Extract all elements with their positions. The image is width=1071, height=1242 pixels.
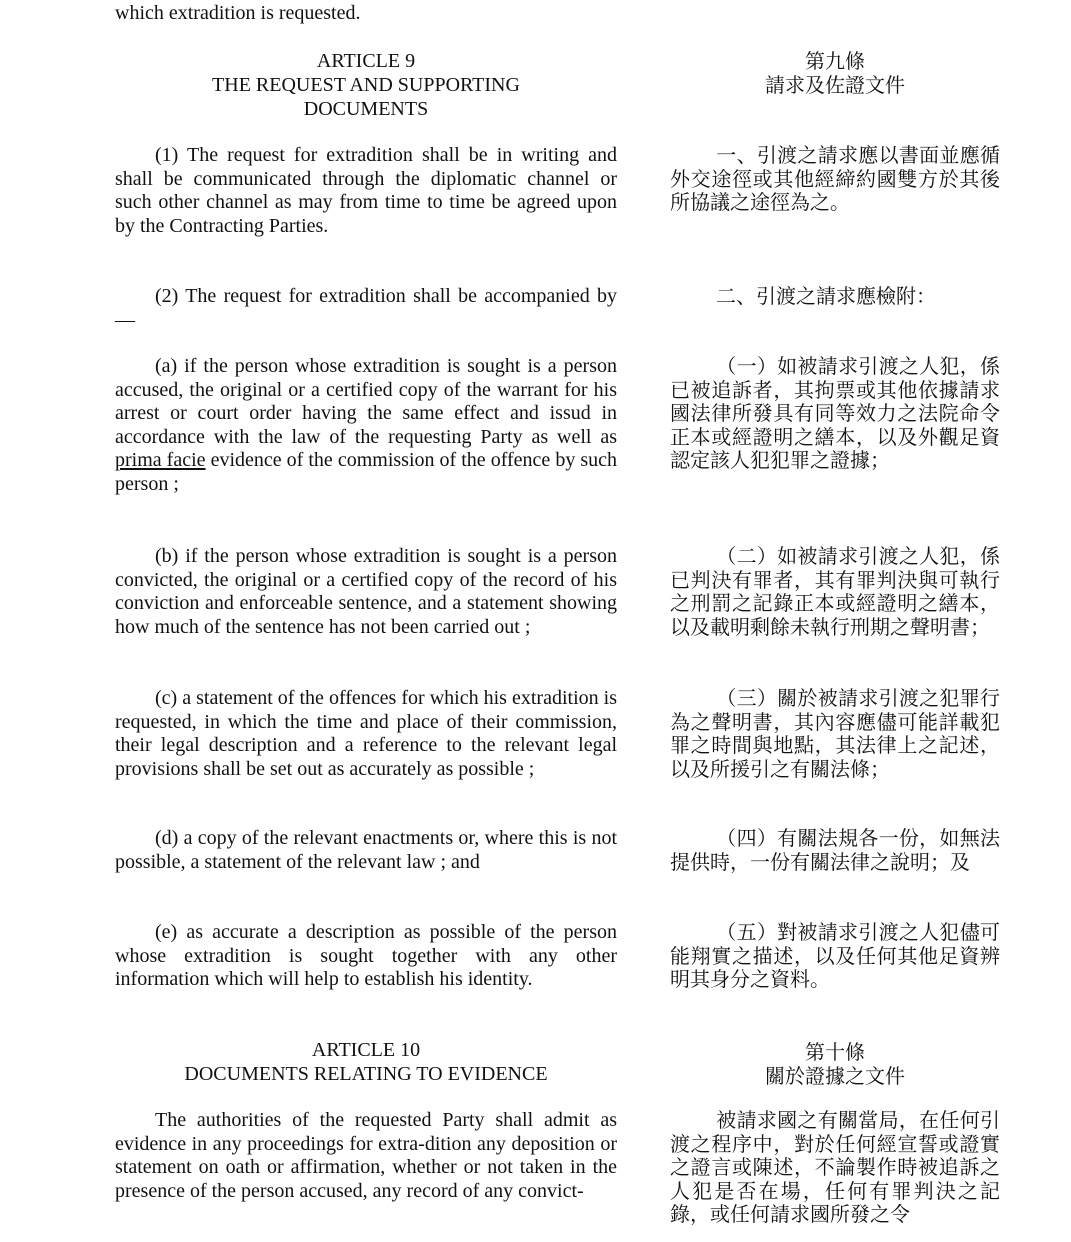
article-title: DOCUMENTS RELATING TO EVIDENCE: [184, 1063, 548, 1085]
continuation-text: which extradition is requested.: [115, 2, 361, 24]
paragraph-2-zh: 二、引渡之請求應檢附：: [716, 284, 936, 308]
article-10-paragraph-en: The authorities of the requested Party shall admit as evidence in any proceedings for extra-dition any deposition or statement on oath or affirmation, whether or not taken in the presence of the person accused, any record of any convict-: [115, 1109, 617, 1202]
item-d-zh: （四）有關法規各一份，如無法提供時，一份有關法律之說明；及: [670, 826, 1000, 874]
article-title: 請求及佐證文件: [765, 73, 905, 97]
paragraph-2-en: (2) The request for extradition shall be accompanied by —: [115, 285, 617, 331]
article-number: 第十條: [805, 1040, 865, 1064]
item-c-en: (c) a statement of the offences for which his extradition is requested, in which the time and place of their commission, their legal description and a reference to the relevant legal provisions shall be set out as accurately as possible ;: [115, 687, 617, 780]
item-d-en: (d) a copy of the relevant enactments or, where this is not possible, a statement of the relevant law ; and: [115, 827, 617, 873]
paragraph-1-en: (1) The request for extradition shall be in writing and shall be communicated through the diplomatic channel or such other channel as may from time to time be agreed upon by the Contracting Parties.: [115, 144, 617, 237]
article-title-line: THE REQUEST AND SUPPORTING: [212, 74, 520, 96]
item-b-en: (b) if the person whose extradition is sought is a person convicted, the original or a certified copy of the record of his conviction and enforceable sentence, and a statement showing how much of the sentence has not been carried out ;: [115, 545, 617, 638]
article-number: ARTICLE 10: [311, 1039, 421, 1061]
article-10-heading-en: [115, 1038, 617, 1086]
item-b-zh: （二）如被請求引渡之人犯，係已判決有罪者，其有罪判決與可執行之刑罰之記錄正本或經證明之繕本，以及載明剩餘未執行刑期之聲明書；: [670, 544, 1000, 639]
item-e-en: (e) as accurate a description as possible of the person whose extradition is sought together with any other information which will help to establish his identity.: [115, 921, 617, 990]
underlined-term: prima facie: [115, 449, 206, 471]
article-10-paragraph-zh: 被請求國之有關當局，在任何引渡之程序中，對於任何經宣誓或證實之證言或陳述，不論製作時被追訴之人犯是否在場，任何有罪判決之記錄，或任何請求國所發之令: [670, 1108, 1000, 1226]
item-c-zh: （三）關於被請求引渡之犯罪行為之聲明書，其內容應儘可能詳載犯罪之時間與地點，其法律上之記述，以及所援引之有關法條；: [670, 686, 1000, 781]
article-title: 關於證據之文件: [765, 1064, 905, 1088]
article-9-heading-zh: [670, 49, 1000, 97]
article-9-heading-en: [115, 49, 617, 121]
article-title-line: DOCUMENTS: [303, 98, 429, 120]
item-a-zh: （一）如被請求引渡之人犯，係已被追訴者，其拘票或其他依據請求國法律所發具有同等效力之法院命令正本或經證明之繕本，以及外觀足資認定該人犯犯罪之證據；: [670, 354, 1000, 472]
article-number: 第九條: [805, 49, 865, 73]
item-a-en: (a) if the person whose extradition is sought is a person accused, the original or a certified copy of the warrant for his arrest or court order having the same effect and issud in accordance with the law of the requesting Party as well as prima facie evidence of the commission of the offence by such person ;: [115, 355, 618, 495]
article-10-heading-zh: [670, 1040, 1000, 1088]
item-e-zh: （五）對被請求引渡之人犯儘可能翔實之描述，以及任何其他足資辨明其身分之資料。: [670, 920, 1000, 991]
paragraph-1-zh: 一、引渡之請求應以書面並應循外交途徑或其他經締約國雙方於其後所協議之途徑為之。: [670, 143, 1000, 214]
article-number: ARTICLE 9: [316, 50, 416, 72]
